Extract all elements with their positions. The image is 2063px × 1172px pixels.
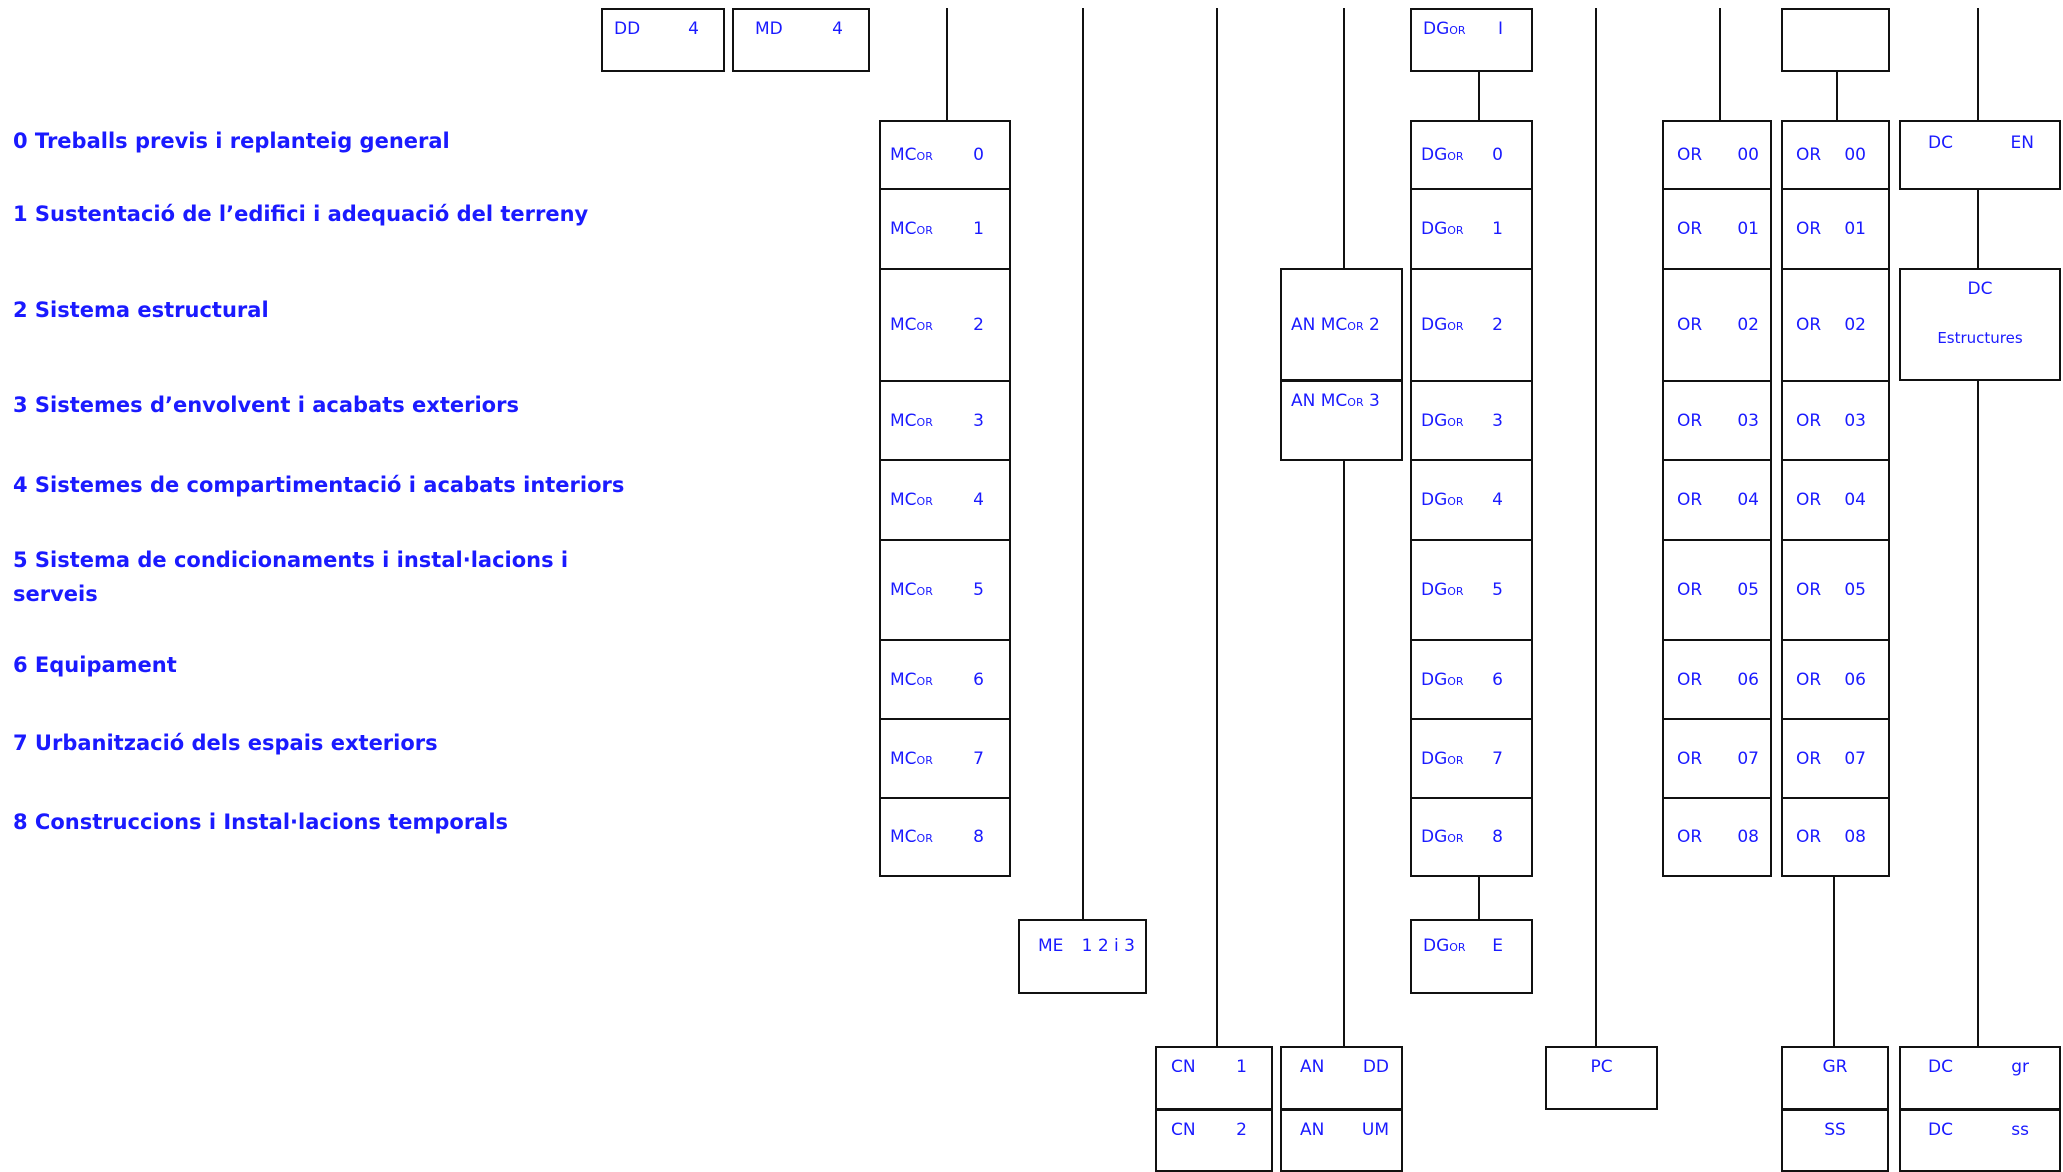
or-a-box bbox=[1662, 539, 1772, 641]
dc-ss-box bbox=[1899, 1109, 2061, 1172]
dg-top-box bbox=[1410, 8, 1533, 72]
or-a-box bbox=[1662, 797, 1772, 877]
box-value: 1 bbox=[1236, 1057, 1247, 1077]
dg-box bbox=[1410, 797, 1533, 877]
box-value: 6 bbox=[1492, 669, 1503, 690]
or-b-box bbox=[1781, 380, 1890, 461]
box-code: OR bbox=[1677, 145, 1703, 165]
box-value: 4 bbox=[1492, 490, 1503, 510]
box-value: Estructures bbox=[1937, 329, 2023, 347]
box-code: ME bbox=[1038, 936, 1064, 956]
mc-box bbox=[879, 797, 1011, 877]
box-value: 1 bbox=[1492, 219, 1503, 239]
connector-line bbox=[1478, 875, 1480, 920]
box-code: DD bbox=[614, 19, 641, 39]
box-code: OR bbox=[1796, 748, 1822, 769]
box-code: DGOR bbox=[1421, 145, 1464, 165]
box-code: CN bbox=[1171, 1120, 1196, 1140]
box-value: 07 bbox=[1844, 748, 1866, 769]
box-value: 08 bbox=[1844, 827, 1866, 847]
box-code: DC bbox=[1967, 279, 1993, 299]
box-code: OR bbox=[1677, 410, 1703, 431]
mc-box bbox=[879, 639, 1011, 720]
connector-line bbox=[1836, 64, 1838, 121]
dg-box bbox=[1410, 120, 1533, 190]
connector-line bbox=[1478, 64, 1480, 121]
dc-gr-box bbox=[1899, 1046, 2061, 1110]
box-code: CN bbox=[1171, 1057, 1196, 1077]
row-label: 3 Sistemes d’envolvent i acabats exteriors bbox=[13, 393, 519, 417]
dg-box bbox=[1410, 380, 1533, 461]
box-code: DGOR bbox=[1421, 315, 1464, 335]
box-code: DC bbox=[1928, 1057, 1953, 1077]
or-b-box bbox=[1781, 797, 1890, 877]
box-value: 2 bbox=[1236, 1120, 1247, 1140]
box-value: 00 bbox=[1844, 145, 1866, 165]
gr-box bbox=[1781, 1046, 1889, 1110]
row-label: 0 Treballs previs i replanteig general bbox=[13, 129, 450, 153]
row-label: 8 Construccions i Instal·lacions temporals bbox=[13, 810, 509, 834]
or-b-box bbox=[1781, 639, 1890, 720]
mc-box bbox=[879, 268, 1011, 382]
or-b-box bbox=[1781, 718, 1890, 799]
or-a-box bbox=[1662, 268, 1772, 382]
box-code: MCOR bbox=[890, 219, 933, 239]
mc-box bbox=[879, 539, 1011, 641]
dc-en-box bbox=[1899, 120, 2061, 190]
box-value: EN bbox=[2010, 133, 2034, 153]
box-value: 2 bbox=[1492, 315, 1503, 335]
row-label: 6 Equipament bbox=[13, 653, 177, 677]
box-value: 7 bbox=[1492, 748, 1503, 769]
box-value: 2 bbox=[973, 315, 984, 335]
box-code: AN MCOR 3 bbox=[1291, 391, 1380, 411]
box-value: 4 bbox=[832, 19, 843, 39]
box-code: AN bbox=[1300, 1120, 1325, 1140]
mc-box bbox=[879, 188, 1011, 270]
connector-line bbox=[1082, 8, 1084, 920]
box-code: OR bbox=[1796, 827, 1822, 847]
or-a-box bbox=[1662, 120, 1772, 190]
an-mc2-box bbox=[1280, 268, 1403, 381]
mc-box bbox=[879, 120, 1011, 190]
dg-box bbox=[1410, 459, 1533, 541]
row-label: 7 Urbanització dels espais exteriors bbox=[13, 731, 438, 755]
connector-line bbox=[1343, 8, 1345, 269]
box-value: 5 bbox=[973, 580, 984, 600]
connector-line bbox=[1833, 875, 1835, 1047]
mc-box bbox=[879, 718, 1011, 799]
row-label: 1 Sustentació de l’edifici i adequació del terreny bbox=[13, 202, 589, 226]
box-code: MCOR bbox=[890, 669, 933, 690]
box-code: DGOR bbox=[1421, 669, 1464, 690]
md-box bbox=[732, 8, 870, 72]
dg-box bbox=[1410, 188, 1533, 270]
box-value: gr bbox=[2011, 1057, 2029, 1077]
box-code: OR bbox=[1677, 827, 1703, 847]
box-value: 4 bbox=[973, 490, 984, 510]
box-value: UM bbox=[1361, 1120, 1389, 1140]
box-code: OR bbox=[1796, 410, 1822, 431]
box-code: DGOR bbox=[1421, 219, 1464, 239]
connector-line bbox=[946, 8, 948, 121]
box-code: OR bbox=[1677, 580, 1703, 600]
box-code: OR bbox=[1796, 315, 1822, 335]
box-code: DC bbox=[1928, 133, 1953, 153]
connector-line bbox=[1216, 8, 1218, 1048]
or-b-box bbox=[1781, 539, 1890, 641]
me-box bbox=[1018, 919, 1147, 994]
box-value: 02 bbox=[1844, 315, 1866, 335]
box-value: 06 bbox=[1737, 669, 1759, 690]
or-a-box bbox=[1662, 718, 1772, 799]
or-b-box bbox=[1781, 268, 1890, 382]
box-value: E bbox=[1492, 936, 1503, 956]
box-code: DC bbox=[1928, 1120, 1953, 1140]
or-a-box bbox=[1662, 188, 1772, 270]
box-code: MCOR bbox=[890, 580, 933, 600]
box-value: 05 bbox=[1844, 580, 1866, 600]
box-code: OR bbox=[1677, 315, 1703, 335]
box-value: 01 bbox=[1737, 219, 1759, 239]
box-value: 04 bbox=[1737, 490, 1759, 510]
box-value: 06 bbox=[1844, 669, 1866, 690]
row-label: 5 Sistema de condicionaments i instal·lacions i serveis bbox=[13, 548, 569, 606]
box-code: MCOR bbox=[890, 145, 933, 165]
box-code: DGOR bbox=[1423, 19, 1466, 39]
or-b-box bbox=[1781, 120, 1890, 190]
an-mc3-box bbox=[1280, 380, 1403, 461]
box-value: 05 bbox=[1737, 580, 1759, 600]
dd-box bbox=[601, 8, 725, 72]
box-code: SS bbox=[1824, 1120, 1846, 1140]
box-code: OR bbox=[1796, 669, 1822, 690]
an-dd-box bbox=[1280, 1046, 1403, 1110]
box-code: DGOR bbox=[1421, 748, 1464, 769]
box-value: 02 bbox=[1737, 315, 1759, 335]
row-label: 2 Sistema estructural bbox=[13, 298, 269, 322]
box-code: PC bbox=[1590, 1057, 1613, 1077]
box-value: 6 bbox=[973, 669, 984, 690]
box-value: 8 bbox=[1492, 827, 1503, 847]
or-b-box bbox=[1781, 188, 1890, 270]
box-code: MCOR bbox=[890, 315, 933, 335]
box-code: OR bbox=[1677, 219, 1703, 239]
or-a-box bbox=[1662, 380, 1772, 461]
box-code: MCOR bbox=[890, 490, 933, 510]
an-um-box bbox=[1280, 1109, 1403, 1172]
box-value: 1 bbox=[973, 219, 984, 239]
box-code: DGOR bbox=[1421, 410, 1464, 431]
box-code: AN bbox=[1300, 1057, 1325, 1077]
box-value: 4 bbox=[688, 19, 699, 39]
box-code: OR bbox=[1796, 580, 1822, 600]
box-code: GR bbox=[1822, 1057, 1848, 1077]
box-value: 03 bbox=[1737, 410, 1759, 431]
mc-box bbox=[879, 380, 1011, 461]
box-code: DGOR bbox=[1421, 827, 1464, 847]
connector-line bbox=[1595, 8, 1597, 1048]
or-a-box bbox=[1662, 639, 1772, 720]
box-value: 1 2 i 3 bbox=[1081, 936, 1135, 956]
box-value: 0 bbox=[973, 145, 984, 165]
dg-e-box bbox=[1410, 919, 1533, 994]
box-code: OR bbox=[1796, 219, 1822, 239]
box-value: 00 bbox=[1737, 145, 1759, 165]
mc-box bbox=[879, 459, 1011, 541]
ss-box bbox=[1781, 1109, 1889, 1172]
dc-estructures-box bbox=[1899, 268, 2061, 381]
box-value: 0 bbox=[1492, 145, 1503, 165]
box-value: 5 bbox=[1492, 580, 1503, 600]
box-code: AN MCOR 2 bbox=[1291, 314, 1380, 335]
box-value: 3 bbox=[1492, 410, 1503, 431]
box-code: OR bbox=[1796, 490, 1822, 510]
box-code: OR bbox=[1677, 748, 1703, 769]
box-code: DGOR bbox=[1423, 936, 1466, 956]
box-value: 04 bbox=[1844, 490, 1866, 510]
box-code: MCOR bbox=[890, 410, 933, 431]
pc-box bbox=[1545, 1046, 1658, 1110]
or-b-box bbox=[1781, 459, 1890, 541]
box-code: DGOR bbox=[1421, 580, 1464, 600]
box-value: 08 bbox=[1737, 827, 1759, 847]
box-code: OR bbox=[1677, 490, 1703, 510]
or-a-box bbox=[1662, 459, 1772, 541]
box-value: 03 bbox=[1844, 410, 1866, 431]
box-value: I bbox=[1497, 19, 1503, 39]
dg-box bbox=[1410, 718, 1533, 799]
row-label: 4 Sistemes de compartimentació i acabats interiors bbox=[13, 473, 625, 497]
dg-box bbox=[1410, 639, 1533, 720]
dg-box bbox=[1410, 268, 1533, 382]
box-value: 3 bbox=[973, 410, 984, 431]
box-value: 01 bbox=[1844, 219, 1866, 239]
box-value: 07 bbox=[1737, 748, 1759, 769]
box-code: MD bbox=[755, 19, 783, 39]
box-code: MCOR bbox=[890, 827, 933, 847]
box-code: OR bbox=[1677, 669, 1703, 690]
dg-box bbox=[1410, 539, 1533, 641]
box-code: OR bbox=[1796, 145, 1822, 165]
box-code: MCOR bbox=[890, 748, 933, 769]
cn2-box bbox=[1155, 1109, 1273, 1172]
box-value: DD bbox=[1362, 1057, 1389, 1077]
box-value: ss bbox=[2011, 1120, 2029, 1140]
connector-line bbox=[1719, 8, 1721, 121]
box-value: 8 bbox=[973, 827, 984, 847]
box-value: 7 bbox=[973, 748, 984, 769]
box-code: DGOR bbox=[1421, 490, 1464, 510]
empty-top-box bbox=[1781, 8, 1890, 72]
connector-line bbox=[1343, 459, 1345, 1047]
cn1-box bbox=[1155, 1046, 1273, 1110]
